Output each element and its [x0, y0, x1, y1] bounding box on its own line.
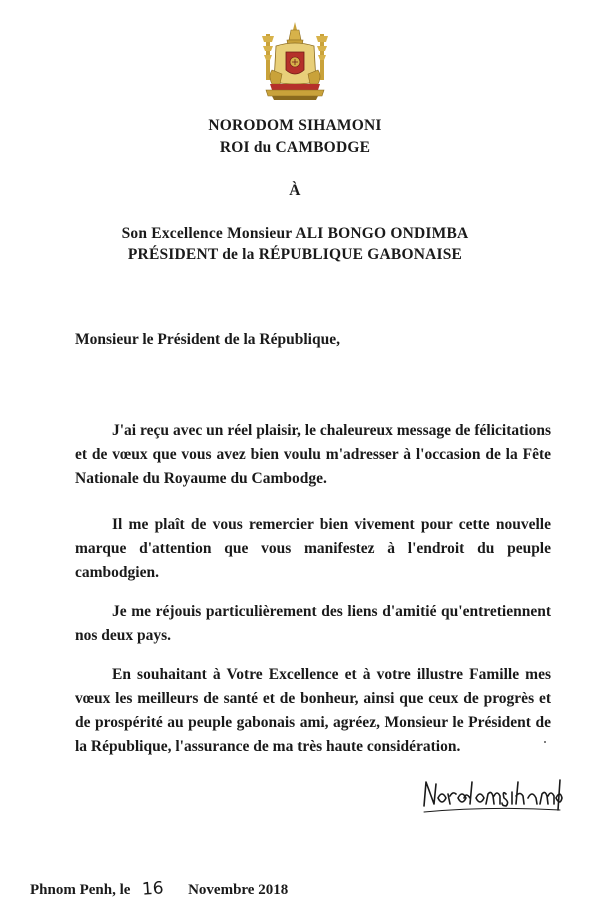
body-paragraph-2: Il me plaît de vous remercier bien vivement pour cette nouvelle marque d'attention que vous manifestez à l'endroit du peuple cambodgien. [75, 516, 551, 581]
royal-arms-of-cambodia-icon [258, 20, 332, 102]
addressed-to-mark: À [289, 182, 301, 199]
body-paragraph-3: Je me réjouis particulièrement des liens d'amitié qu'entretiennent nos deux pays. [75, 603, 551, 644]
date-month-year: Novembre 2018 [188, 882, 289, 898]
salutation: Monsieur le Président de la République, [75, 331, 340, 348]
date-line [30, 879, 288, 899]
body-paragraph-1: J'ai reçu avec un réel plaisir, le chaleureux message de félicitations et de vœux que vous avez bien voulu m'adresser à l'occasion de la Fête Nationale du Royaume du Cambodge. [75, 422, 551, 487]
sender-title: ROI du CAMBODGE [219, 139, 371, 156]
stray-mark [544, 741, 546, 743]
date-day-handwritten: 16 [141, 878, 165, 900]
handwritten-signature [420, 776, 565, 816]
recipient-name: Son Excellence Monsieur ALI BONGO ONDIMBA [121, 225, 469, 242]
body-paragraph-4: En souhaitant à Votre Excellence et à votre illustre Famille mes vœux les meilleurs de santé et de bonheur, ainsi que ceux de progrès et de prospérité au peuple gabonais ami, agréez, Monsieur le Président de la République, l'assurance de ma très haute considération. [75, 666, 551, 755]
recipient-title: PRÉSIDENT de la RÉPUBLIQUE GABONAISE [127, 246, 463, 263]
sender-name: NORODOM SIHAMONI [208, 117, 382, 134]
date-place: Phnom Penh, le [30, 882, 131, 898]
